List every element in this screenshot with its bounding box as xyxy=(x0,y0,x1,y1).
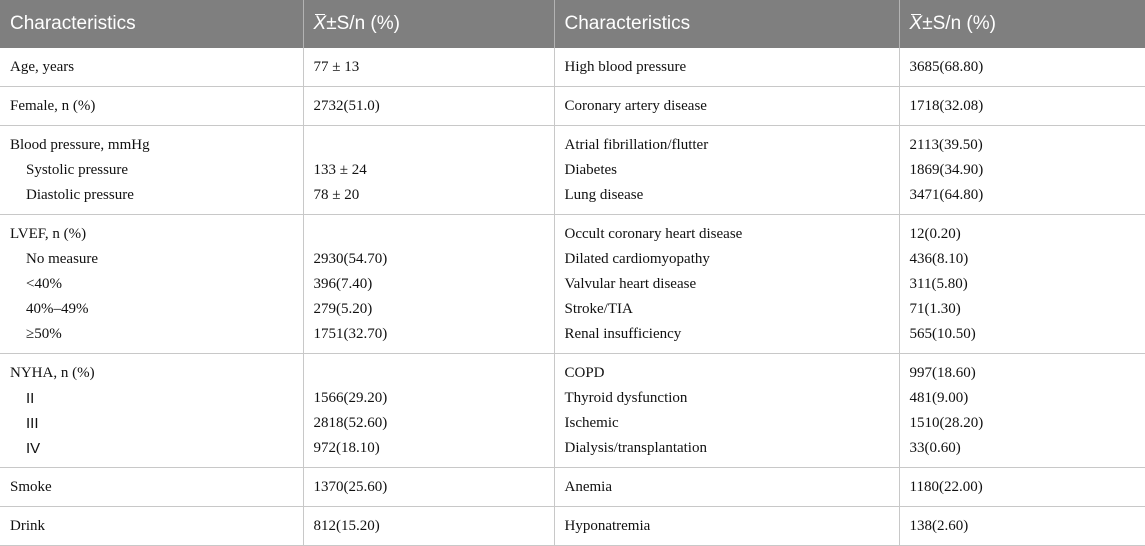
table-row xyxy=(0,507,1145,546)
table-body xyxy=(0,48,1145,546)
characteristic-label: High blood pressure xyxy=(564,59,687,75)
characteristic-value: 972(18.10) xyxy=(313,440,380,456)
characteristic-label: Blood pressure, mmHg xyxy=(10,137,150,153)
characteristic-value: 565(10.50) xyxy=(909,326,976,342)
characteristic-value: 1370(25.60) xyxy=(313,479,388,495)
characteristic-label: Ischemic xyxy=(564,415,619,431)
right-label-cell xyxy=(554,507,899,546)
characteristic-label: ≥50% xyxy=(26,326,62,342)
header-characteristics-left xyxy=(0,0,303,48)
left-label-cell xyxy=(0,507,303,546)
characteristic-value: 2930(54.70) xyxy=(313,251,388,267)
left-value-cell xyxy=(303,48,554,87)
characteristic-value: 812(15.20) xyxy=(313,518,380,534)
characteristic-value: 33(0.60) xyxy=(909,440,961,456)
characteristic-label: II xyxy=(26,390,35,407)
table-row xyxy=(0,48,1145,87)
characteristic-label: Hyponatremia xyxy=(564,518,651,534)
characteristic-label: Anemia xyxy=(564,479,612,495)
right-label-cell xyxy=(554,87,899,126)
characteristic-value: 481(9.00) xyxy=(909,390,969,406)
characteristic-value: 78 ± 20 xyxy=(313,187,360,203)
characteristic-value: 436(8.10) xyxy=(909,251,969,267)
characteristic-value xyxy=(314,133,554,158)
characteristic-label: Dialysis/transplantation xyxy=(564,440,707,456)
header-value-suffix: ±S/n (%) xyxy=(326,13,400,34)
left-value-cell xyxy=(303,126,554,215)
left-value-cell xyxy=(303,354,554,468)
characteristic-value: 2113(39.50) xyxy=(909,137,983,153)
characteristic-label: No measure xyxy=(26,251,99,267)
characteristic-label: COPD xyxy=(564,365,605,381)
characteristic-value xyxy=(314,361,554,386)
characteristic-value: 1180(22.00) xyxy=(909,479,983,495)
right-label-cell xyxy=(554,354,899,468)
right-value-cell xyxy=(899,87,1145,126)
right-value-cell xyxy=(899,507,1145,546)
left-value-cell xyxy=(303,87,554,126)
characteristic-value: 3471(64.80) xyxy=(909,187,984,203)
table-row xyxy=(0,468,1145,507)
header-label: Characteristics xyxy=(564,13,691,34)
x-bar-symbol: X xyxy=(909,13,923,34)
right-label-cell xyxy=(554,126,899,215)
header-row xyxy=(0,0,1145,48)
left-label-cell xyxy=(0,215,303,354)
characteristic-label: Smoke xyxy=(10,479,52,495)
right-value-cell xyxy=(899,468,1145,507)
characteristic-value: 77 ± 13 xyxy=(313,59,360,75)
characteristic-label: Atrial fibrillation/flutter xyxy=(564,137,709,153)
left-value-cell xyxy=(303,468,554,507)
right-value-cell xyxy=(899,215,1145,354)
characteristic-label: Renal insufficiency xyxy=(564,326,682,342)
table-row xyxy=(0,87,1145,126)
header-value-right xyxy=(899,0,1145,48)
characteristic-label: Diabetes xyxy=(564,162,617,178)
right-value-cell xyxy=(899,126,1145,215)
characteristic-label: Dilated cardiomyopathy xyxy=(564,251,710,267)
characteristic-label: Thyroid dysfunction xyxy=(564,390,688,406)
table-header xyxy=(0,0,1145,48)
characteristic-value: 71(1.30) xyxy=(909,301,961,317)
table-row xyxy=(0,126,1145,215)
left-label-cell xyxy=(0,87,303,126)
header-value-suffix: ±S/n (%) xyxy=(922,13,996,34)
left-label-cell xyxy=(0,468,303,507)
header-label: Characteristics xyxy=(10,13,136,34)
characteristic-value: 1869(34.90) xyxy=(909,162,984,178)
right-label-cell xyxy=(554,215,899,354)
characteristic-value xyxy=(314,222,554,247)
characteristic-label: Female, n (%) xyxy=(10,98,96,114)
left-label-cell xyxy=(0,126,303,215)
characteristic-label: IV xyxy=(26,440,41,457)
table-row xyxy=(0,215,1145,354)
characteristic-value: 2732(51.0) xyxy=(313,98,380,114)
characteristic-label: Systolic pressure xyxy=(26,162,129,178)
right-label-cell xyxy=(554,468,899,507)
characteristic-label: NYHA, n (%) xyxy=(10,365,95,381)
left-label-cell xyxy=(0,48,303,87)
characteristic-value: 133 ± 24 xyxy=(313,162,367,178)
characteristic-label: Diastolic pressure xyxy=(26,187,134,203)
characteristic-label: Lung disease xyxy=(564,187,644,203)
characteristic-value: 311(5.80) xyxy=(909,276,968,292)
characteristic-value: 1718(32.08) xyxy=(909,98,984,114)
header-value-left xyxy=(303,0,554,48)
characteristic-value: 3685(68.80) xyxy=(909,59,984,75)
characteristic-value: 138(2.60) xyxy=(909,518,969,534)
characteristic-label: LVEF, n (%) xyxy=(10,226,87,242)
characteristic-value: 12(0.20) xyxy=(909,226,961,242)
header-characteristics-right xyxy=(554,0,899,48)
right-label-cell xyxy=(554,48,899,87)
characteristic-label: Valvular heart disease xyxy=(564,276,697,292)
characteristic-value: 1510(28.20) xyxy=(909,415,984,431)
characteristic-label: <40% xyxy=(26,276,62,292)
characteristic-value: 396(7.40) xyxy=(313,276,373,292)
characteristic-label: Occult coronary heart disease xyxy=(564,226,743,242)
characteristic-label: III xyxy=(26,415,39,432)
characteristic-label: Coronary artery disease xyxy=(564,98,707,114)
left-label-cell xyxy=(0,354,303,468)
left-value-cell xyxy=(303,507,554,546)
characteristic-value: 997(18.60) xyxy=(909,365,976,381)
characteristic-value: 1566(29.20) xyxy=(313,390,388,406)
characteristic-label: 40%–49% xyxy=(26,301,89,317)
x-bar-symbol: X xyxy=(313,13,327,34)
right-value-cell xyxy=(899,48,1145,87)
left-value-cell xyxy=(303,215,554,354)
characteristic-label: Drink xyxy=(10,518,45,534)
characteristic-label: Age, years xyxy=(10,59,75,75)
characteristic-value: 1751(32.70) xyxy=(313,326,388,342)
characteristic-label: Stroke/TIA xyxy=(564,301,633,317)
table-row xyxy=(0,354,1145,468)
characteristic-value: 279(5.20) xyxy=(313,301,373,317)
characteristic-value: 2818(52.60) xyxy=(313,415,388,431)
right-value-cell xyxy=(899,354,1145,468)
